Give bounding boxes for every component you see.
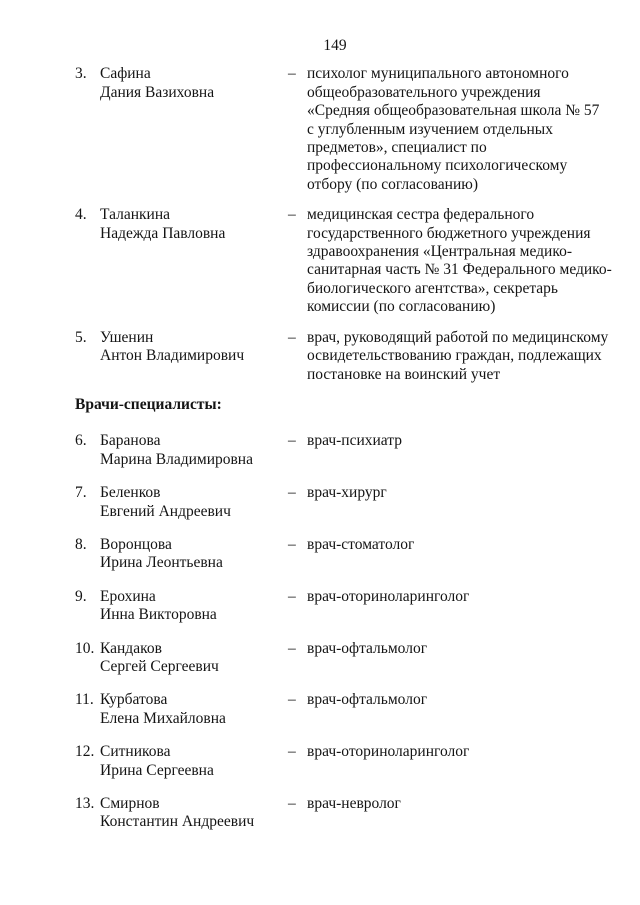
role-line: врач, руководящий работой по медицинскому <box>307 328 609 346</box>
entry-name <box>100 432 288 469</box>
name-line: Сафина <box>100 65 151 83</box>
role-line: здравоохранения «Центральная медико- <box>307 243 572 261</box>
role-line: врач-невролог <box>307 795 401 812</box>
entry-dash: – <box>288 587 296 605</box>
entry-role <box>307 65 600 194</box>
name-line: Курбатова <box>100 691 168 709</box>
name-line: Ушенин <box>100 328 154 346</box>
name-line: Евгений Андреевич <box>100 502 231 520</box>
role-line: психолог муниципального автономного <box>307 65 569 83</box>
entry-number: 3. <box>75 65 87 83</box>
role-line: врач-оториноларинголог <box>307 743 470 761</box>
entry-number: 13. <box>75 795 95 812</box>
name-line: Таланкина <box>100 206 171 224</box>
name-line: Смирнов <box>100 795 160 812</box>
name-line: Надежда Павловна <box>100 224 226 242</box>
entry-number: 10. <box>75 639 95 657</box>
role-line: освидетельствованию граждан, подлежащих <box>307 347 602 365</box>
entry-row <box>75 536 600 573</box>
entry-name <box>100 329 288 366</box>
name-line: Баранова <box>100 432 161 450</box>
section-heading: Врачи-специалисты: <box>75 395 222 413</box>
role-line: биологического агентства», секретарь <box>307 279 558 297</box>
name-line: Воронцова <box>100 535 172 553</box>
entry-number: 8. <box>75 535 87 553</box>
entry-row <box>75 795 600 832</box>
entry-name <box>100 536 288 573</box>
entry-role <box>307 328 609 384</box>
role-line: постановке на воинский учет <box>307 365 501 383</box>
entry-dash: – <box>288 206 296 224</box>
entry-number: 11. <box>75 691 94 709</box>
entry-role <box>307 536 595 554</box>
name-line: Константин Андреевич <box>100 813 255 831</box>
role-line: врач-хирург <box>307 484 387 502</box>
entry-dash: – <box>288 743 296 761</box>
entry-role <box>307 795 595 813</box>
entry-role <box>307 206 612 316</box>
role-line: врач-офтальмолог <box>307 639 428 657</box>
entry-row <box>75 640 600 677</box>
name-line: Дания Вазиховна <box>100 83 215 101</box>
name-line: Сергей Сергеевич <box>100 657 219 675</box>
entry-row <box>75 588 600 625</box>
entry-role <box>307 432 595 450</box>
role-line: отбору (по согласованию) <box>307 175 478 193</box>
entry-row <box>75 691 600 728</box>
role-line: общеобразовательного учреждения <box>307 83 541 101</box>
entry-role <box>307 691 595 709</box>
name-line: Кандаков <box>100 639 162 657</box>
entry-number: 7. <box>75 484 87 502</box>
entry-dash: – <box>288 639 296 657</box>
entry-role <box>307 484 595 502</box>
name-line: Ерохина <box>100 587 156 605</box>
entry-dash: – <box>288 484 296 502</box>
name-line: Антон Владимирович <box>100 347 245 365</box>
name-line: Беленков <box>100 484 161 502</box>
entry-dash: – <box>288 328 296 346</box>
entry-name <box>100 795 288 832</box>
role-line: врач-оториноларинголог <box>307 587 470 605</box>
role-line: комиссии (по согласованию) <box>307 298 496 316</box>
role-line: медицинская сестра федерального <box>307 206 535 224</box>
name-line: Елена Михайловна <box>100 709 226 727</box>
entry-row <box>75 328 609 384</box>
entry-dash: – <box>288 65 296 83</box>
entry-name <box>100 65 288 102</box>
entry-number: 12. <box>75 743 95 761</box>
entry-role <box>307 640 595 658</box>
name-line: Инна Викторовна <box>100 606 217 624</box>
entry-row <box>75 65 600 194</box>
role-line: профессиональному психологическому <box>307 157 568 175</box>
entry-number: 5. <box>75 328 87 346</box>
entry-row <box>75 432 600 469</box>
name-line: Марина Владимировна <box>100 450 253 468</box>
entry-name <box>100 206 288 243</box>
entry-name <box>100 484 288 521</box>
role-line: «Средняя общеобразовательная школа № 57 <box>307 102 600 120</box>
entry-dash: – <box>288 535 296 553</box>
role-line: врач-офтальмолог <box>307 691 428 709</box>
entry-dash: – <box>288 795 296 812</box>
entry-name <box>100 588 288 625</box>
doctors-specialists-list <box>75 432 600 832</box>
entry-number: 6. <box>75 432 87 450</box>
commission-members-list <box>75 65 612 384</box>
entry-number: 4. <box>75 206 87 224</box>
entry-role <box>307 588 595 606</box>
role-line: государственного бюджетного учреждения <box>307 224 591 242</box>
entry-row <box>75 484 600 521</box>
entry-number: 9. <box>75 587 87 605</box>
name-line: Ирина Сергеевна <box>100 761 214 779</box>
page-number: 149 <box>323 37 347 54</box>
role-line: врач-психиатр <box>307 432 402 450</box>
name-line: Ситникова <box>100 743 171 761</box>
entry-row <box>75 206 612 316</box>
name-line: Ирина Леонтьевна <box>100 554 223 572</box>
entry-name <box>100 691 288 728</box>
entry-name <box>100 743 288 780</box>
role-line: санитарная часть № 31 Федерального медико- <box>307 261 612 279</box>
entry-role <box>307 743 595 761</box>
entry-dash: – <box>288 691 296 709</box>
role-line: предметов», специалист по <box>307 139 487 157</box>
role-line: врач-стоматолог <box>307 535 415 553</box>
role-line: с углубленным изучением отдельных <box>307 120 553 138</box>
entry-name <box>100 640 288 677</box>
entry-dash: – <box>288 432 296 450</box>
entry-row <box>75 743 600 780</box>
